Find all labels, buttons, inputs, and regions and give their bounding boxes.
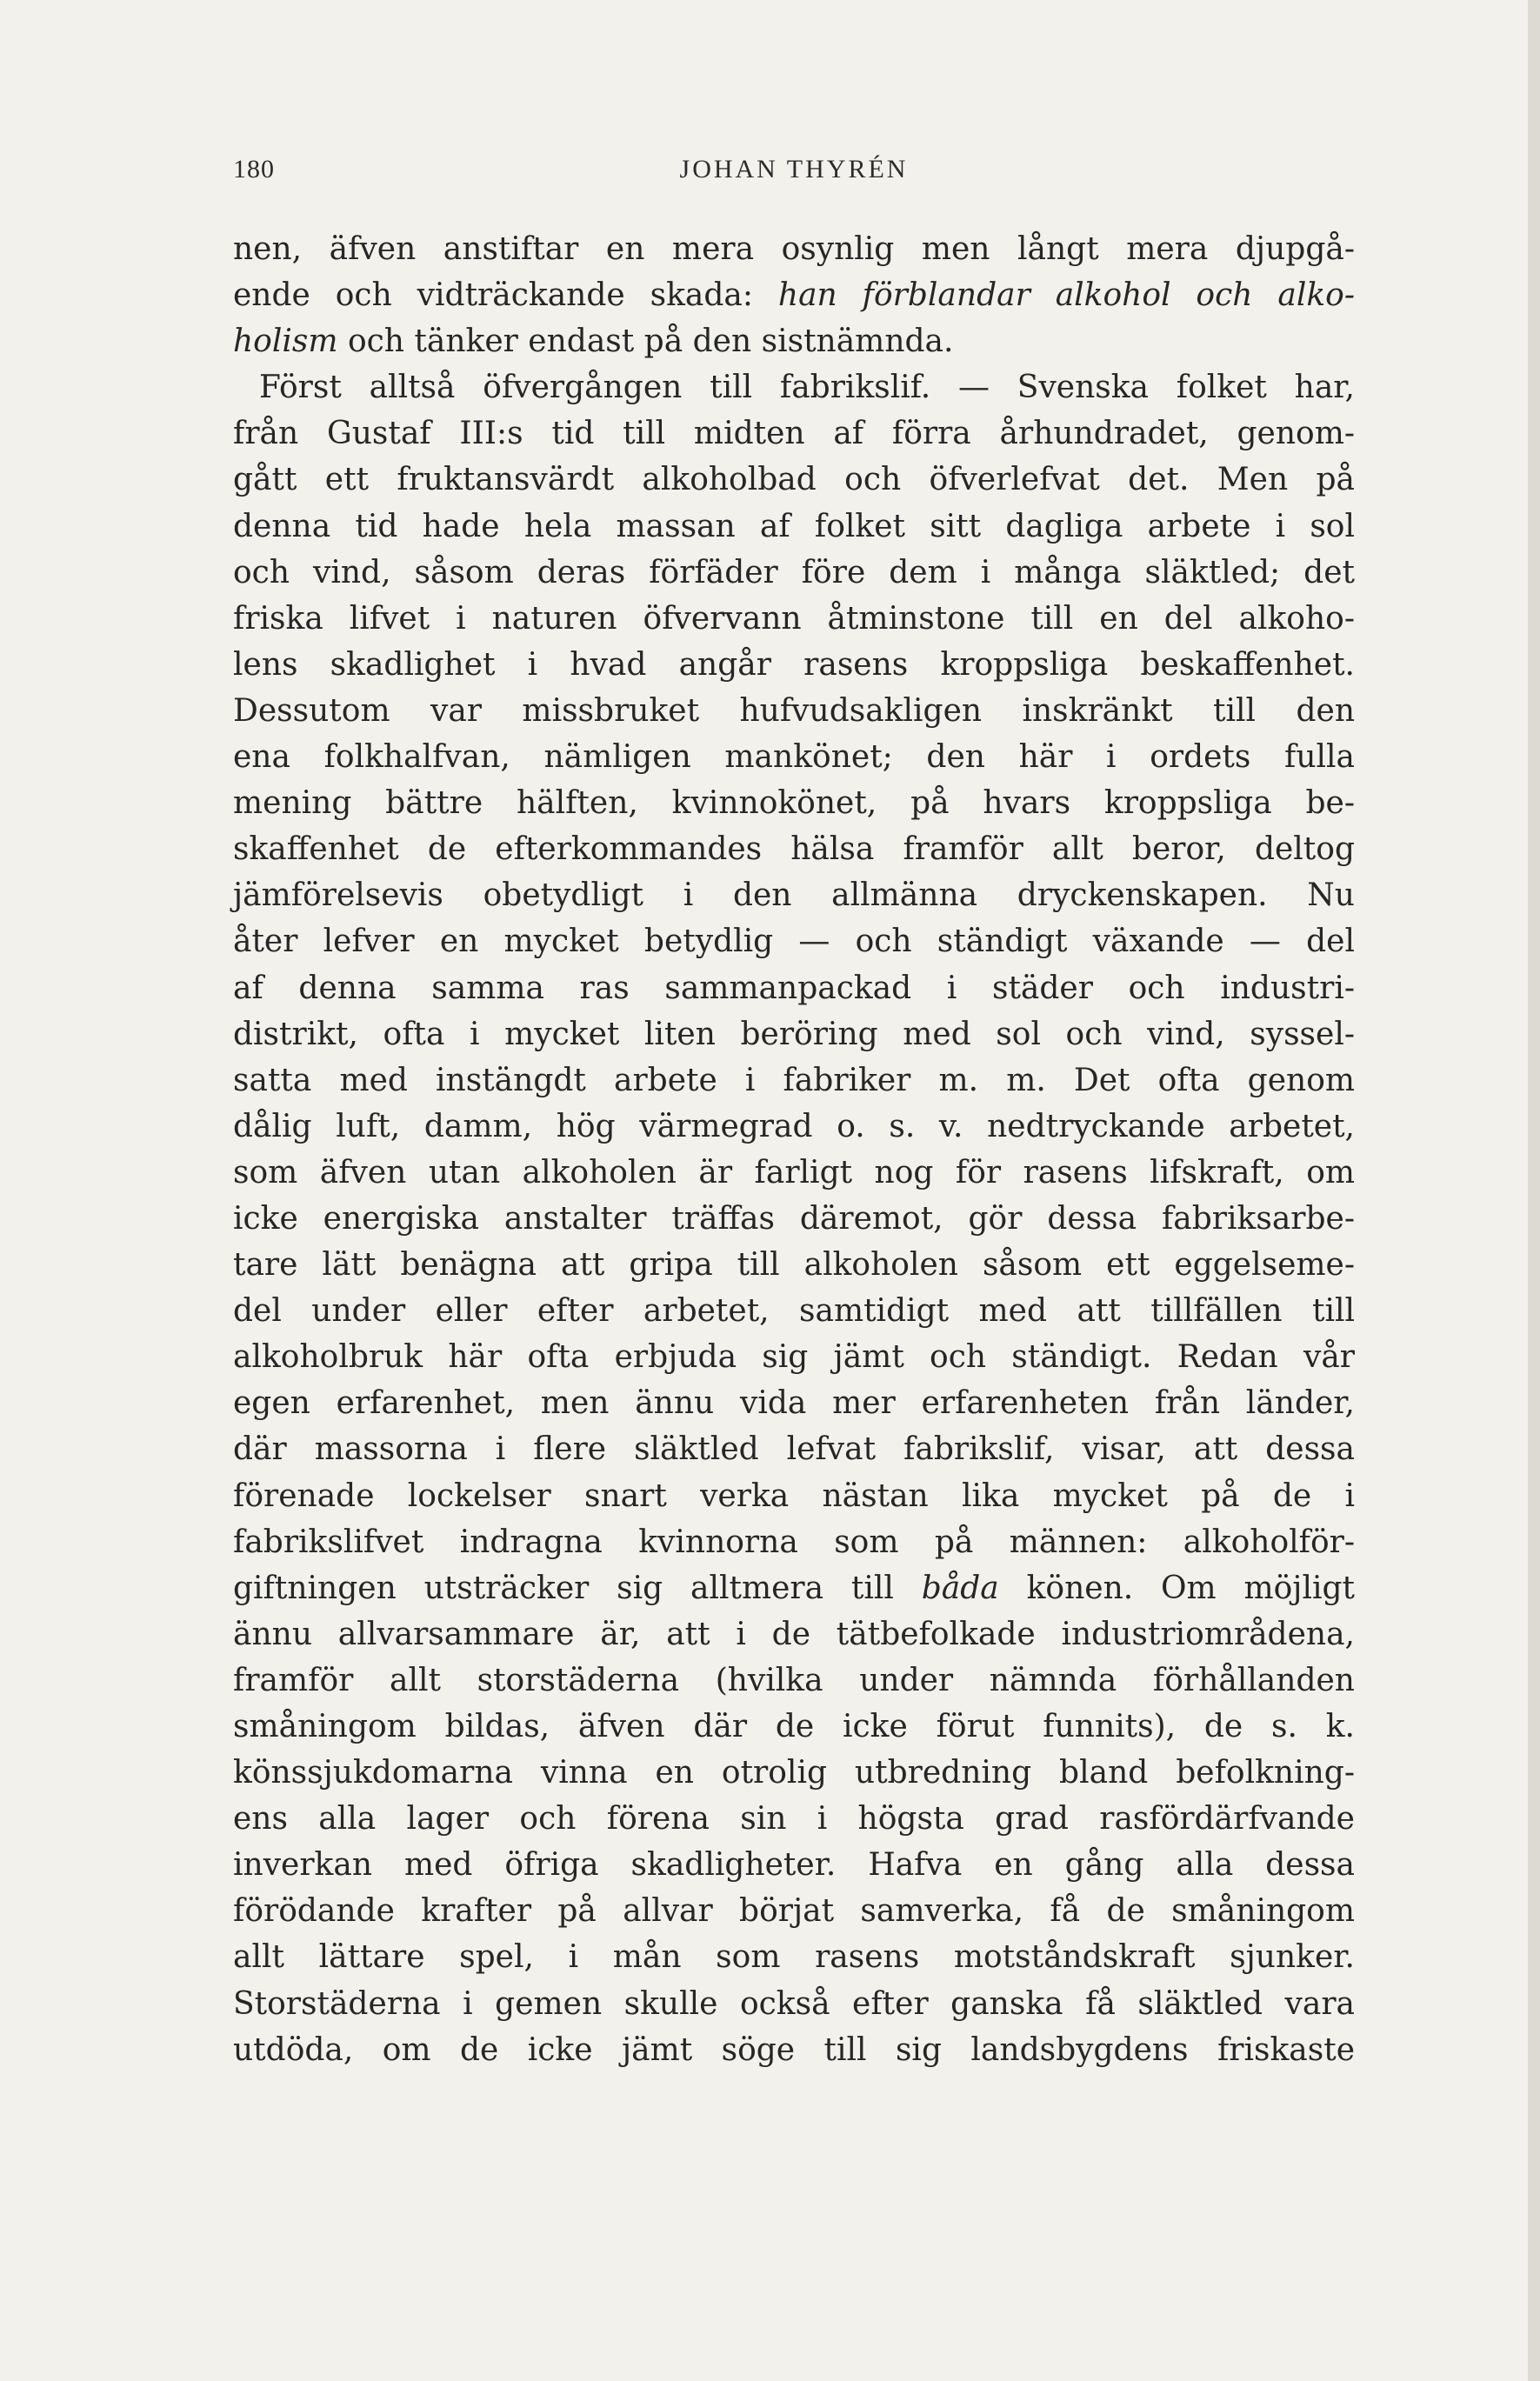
text-line xyxy=(233,1380,1355,1426)
text-segment: Storstäderna i gemen skulle också efter ganska få släktled vara xyxy=(233,1985,1355,2022)
text-segment: skaffenhet de efterkommandes hälsa framför allt beror, deltog xyxy=(233,831,1355,868)
text-segment: förenade lockelser snart verka nästan lika mycket på de i xyxy=(233,1477,1355,1514)
text-line xyxy=(233,1288,1355,1334)
text-segment: åter lefver en mycket betydlig — och ständigt växande — del xyxy=(233,924,1355,960)
text-segment: som äfven utan alkoholen är farligt nog för rasens lifskraft, om xyxy=(233,1154,1355,1190)
text-segment: Dessutom var missbruket hufvudsakligen inskränkt till den xyxy=(233,692,1355,729)
text-segment: friska lifvet i naturen öfvervann åtminstone till en del alkoho- xyxy=(233,600,1355,637)
text-line xyxy=(233,504,1355,550)
text-segment: satta med instängdt arbete i fabriker m. m. Det ofta genom xyxy=(233,1062,1355,1098)
text-segment: könen. Om möjligt xyxy=(998,1570,1355,1606)
text-line xyxy=(233,550,1355,596)
text-line xyxy=(233,272,1355,318)
text-line xyxy=(233,1981,1355,2027)
text-line xyxy=(233,1519,1355,1565)
text-segment: nen, äfven anstiftar en mera osynlig men långt mera djupgå- xyxy=(233,231,1355,267)
text-segment: framför allt storstäderna (hvilka under nämnda förhållanden xyxy=(233,1662,1355,1698)
text-line xyxy=(233,1796,1355,1842)
text-line xyxy=(233,318,1355,364)
text-line xyxy=(233,1704,1355,1750)
text-segment: utdöda, om de icke jämt söge till sig landsbygdens friskaste xyxy=(233,2031,1355,2068)
text-line xyxy=(233,1565,1355,1611)
text-segment: gått ett fruktansvärdt alkoholbad och öfverlefvat det. Men på xyxy=(233,462,1355,498)
text-line xyxy=(233,1057,1355,1104)
text-segment: och vind, såsom deras förfäder före dem i många släktled; det xyxy=(233,554,1355,590)
text-line xyxy=(233,734,1355,780)
text-line xyxy=(233,1104,1355,1150)
text-segment: förödande krafter på allvar börjat samverka, få de småningom xyxy=(233,1893,1355,1930)
italic-text: han förblandar alkohol och alko- xyxy=(777,277,1355,314)
text-segment: distrikt, ofta i mycket liten beröring med sol och vind, syssel- xyxy=(233,1016,1355,1052)
text-segment: Först alltså öfvergången till fabrikslif. — Svenska folket har, xyxy=(259,370,1355,406)
text-line xyxy=(233,2027,1355,2073)
text-line xyxy=(233,1196,1355,1242)
text-segment: lens skadlighet i hvad angår rasens kroppsliga beskaffenhet. xyxy=(233,646,1355,683)
text-line xyxy=(233,410,1355,457)
text-line xyxy=(233,1473,1355,1519)
text-segment: tare lätt benägna att gripa till alkoholen såsom ett eggelseme- xyxy=(233,1247,1355,1284)
text-segment: där massorna i flere släktled lefvat fabrikslif, visar, att dessa xyxy=(233,1431,1355,1468)
text-segment: giftningen utsträcker sig alltmera till xyxy=(233,1570,922,1606)
text-segment: från Gustaf III:s tid till midten af förra århundradet, genom- xyxy=(233,416,1355,452)
text-line xyxy=(233,364,1355,410)
text-segment: och tänker endast på den sistnämnda. xyxy=(337,323,954,360)
text-segment: egen erfarenhet, men ännu vida mer erfarenheten från länder, xyxy=(233,1385,1355,1422)
text-line xyxy=(233,872,1355,918)
text-line xyxy=(233,1888,1355,1934)
text-segment: mening bättre hälften, kvinnokönet, på hvars kroppsliga be- xyxy=(233,785,1355,822)
text-line xyxy=(233,1842,1355,1888)
text-segment: inverkan med öfriga skadligheter. Hafva en gång alla dessa xyxy=(233,1847,1355,1884)
text-line xyxy=(233,457,1355,503)
text-line xyxy=(233,1242,1355,1288)
text-line xyxy=(233,1011,1355,1057)
text-line xyxy=(233,688,1355,734)
text-segment: fabrikslifvet indragna kvinnorna som på männen: alkoholför- xyxy=(233,1524,1355,1560)
text-line xyxy=(233,1750,1355,1796)
text-line xyxy=(233,826,1355,872)
text-segment: ens alla lager och förena sin i högsta grad rasfördärfvande xyxy=(233,1801,1355,1837)
text-segment: dålig luft, damm, hög värmegrad o. s. v. nedtryckande arbetet, xyxy=(233,1108,1355,1144)
text-segment: icke energiska anstalter träffas däremot, gör dessa fabriksarbe- xyxy=(233,1200,1355,1237)
text-segment: könssjukdomarna vinna en otrolig utbredning bland befolkning- xyxy=(233,1755,1355,1791)
text-segment: jämförelsevis obetydligt i den allmänna dryckenskapen. Nu xyxy=(233,877,1355,914)
text-line xyxy=(233,1426,1355,1472)
text-line xyxy=(233,1934,1355,1980)
text-line xyxy=(233,780,1355,826)
text-segment: ena folkhalfvan, nämligen mankönet; den här i ordets fulla xyxy=(233,739,1355,776)
text-segment: af denna samma ras sammanpackad i städer och industri- xyxy=(233,970,1355,1006)
text-segment: ännu allvarsammare är, att i de tätbefolkade industriområdena, xyxy=(233,1616,1355,1652)
text-line xyxy=(233,1657,1355,1704)
text-segment: allt lättare spel, i mån som rasens motståndskraft sjunker. xyxy=(233,1939,1355,1976)
text-segment: denna tid hade hela massan af folket sitt dagliga arbete i sol xyxy=(233,508,1355,544)
text-line xyxy=(233,1611,1355,1657)
page-number: 180 xyxy=(233,155,275,183)
body-text xyxy=(233,226,1355,2073)
italic-text: båda xyxy=(921,1570,999,1606)
text-line xyxy=(233,1150,1355,1196)
text-line xyxy=(233,965,1355,1011)
text-line xyxy=(233,642,1355,688)
text-line xyxy=(233,596,1355,642)
running-title: JOHAN THYRÉN xyxy=(679,155,909,183)
text-line xyxy=(233,1334,1355,1380)
page-edge-shadow xyxy=(1528,0,1540,2381)
text-segment: småningom bildas, äfven där de icke förut funnits), de s. k. xyxy=(233,1709,1355,1744)
italic-text: holism xyxy=(233,323,338,360)
text-segment: ende och vidträckande skada: xyxy=(233,277,778,314)
page-header xyxy=(233,155,1355,198)
text-line xyxy=(233,918,1355,964)
text-segment: del under eller efter arbetet, samtidigt med att tillfällen till xyxy=(233,1293,1355,1330)
text-segment: alkoholbruk här ofta erbjuda sig jämt och ständigt. Redan vår xyxy=(233,1339,1355,1376)
text-line xyxy=(233,226,1355,272)
